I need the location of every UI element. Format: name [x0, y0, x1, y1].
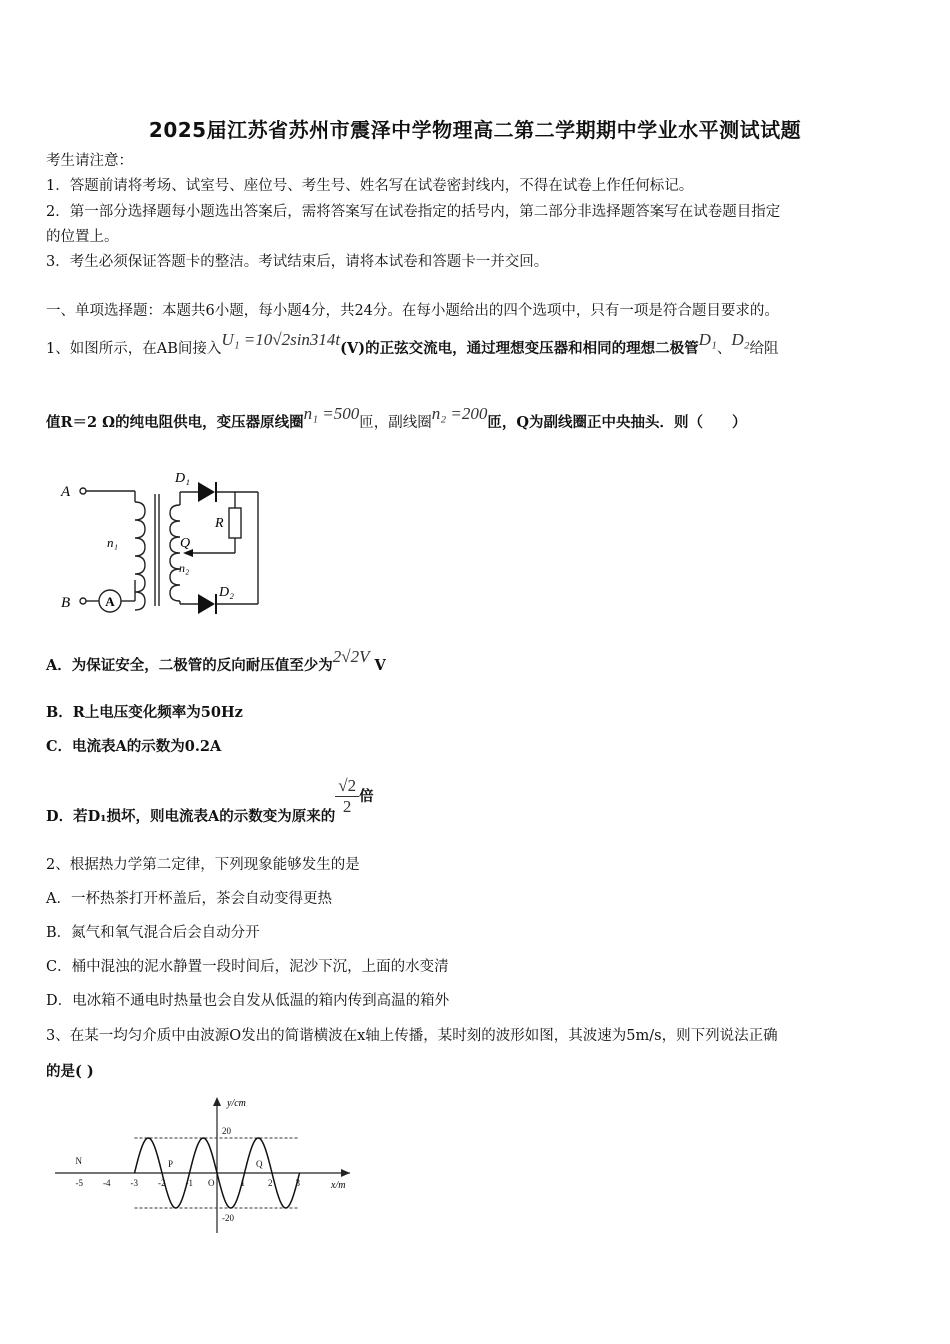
q1-option-a-formula: 2√2V — [332, 647, 370, 666]
q1-option-a — [46, 647, 386, 676]
y-tick-label: -20 — [222, 1213, 234, 1223]
circuit-label-a: A — [61, 484, 71, 500]
notice-heading: 考生请注意： — [46, 153, 133, 169]
page-title: 2025届江苏省苏州市震泽中学物理高二第二学期期中学业水平测试试题 — [148, 118, 802, 142]
q1-text-1: 1、如图所示，在AB间接入 — [46, 341, 222, 357]
q1-text-2: (V)的正弦交流电，通过理想变压器和相同的理想二极管 — [340, 340, 699, 357]
notice-item-1: 1．答题前请将考场、试室号、座位号、考生号、姓名写在试卷密封线内，不得在试卷上作任何标记。 — [46, 178, 694, 194]
q1-option-d-text: D．若D₁损坏，则电流表A的示数变为原来的 — [46, 807, 336, 825]
x-tick-label: 3 — [295, 1178, 300, 1188]
x-tick-label: 2 — [268, 1178, 273, 1188]
x-tick-label: 1 — [240, 1178, 245, 1188]
x-tick-label: -2 — [158, 1178, 166, 1188]
q2-option-c: C．桶中混浊的泥水静置一段时间后，泥沙下沉，上面的水变清 — [46, 959, 449, 975]
q1-voltage-formula: U₁ =10√2sin314t — [221, 330, 341, 349]
q1-option-c: C．电流表A的示数为0.2A — [46, 738, 222, 755]
section-heading: 一、单项选择题：本题共6小题，每小题4分，共24分。在每小题给出的四个选项中，只有一项是符合题目要求的。 — [46, 303, 779, 319]
wave-point-label: N — [75, 1156, 82, 1166]
q1-n1-formula: n₁ =500 — [303, 404, 360, 423]
fraction-numerator: √2 — [335, 776, 359, 797]
q1-option-a-unit: V — [369, 657, 386, 674]
circuit-label-d2: D₂ — [219, 585, 234, 600]
q1-text-6: 匝，Q为副线圈正中央抽头．则（ ） — [487, 414, 747, 431]
q2-stem: 2、根据热力学第二定律，下列现象能够发生的是 — [46, 857, 360, 873]
q1-text-3: 给阻 — [749, 341, 779, 357]
x-tick-label: -4 — [103, 1178, 111, 1188]
q1-d2-symbol: D₂ — [731, 330, 750, 349]
q1-option-d-fraction — [335, 776, 359, 817]
notice-item-3: 3．考生必须保证答题卡的整洁。考试结束后，请将本试卷和答题卡一并交回。 — [46, 254, 549, 270]
x-tick-label: -3 — [130, 1178, 138, 1188]
notice-item-2: 2．第一部分选择题每小题选出答案后，需将答案写在试卷指定的括号内，第二部分非选择题答案写在试卷题目指定 — [46, 204, 781, 220]
q2-option-a: A．一杯热茶打开杯盖后，茶会自动变得更热 — [46, 891, 332, 907]
q1-option-a-text: A．为保证安全，二极管的反向耐压值至少为 — [46, 657, 333, 674]
x-axis-label: x/m — [331, 1180, 346, 1191]
q1-stem-line2 — [46, 404, 747, 433]
q3-wave-chart — [55, 1093, 365, 1238]
x-tick-label: -5 — [75, 1178, 83, 1188]
circuit-label-r: R — [215, 516, 224, 531]
circuit-label-d1: D₁ — [175, 471, 190, 486]
y-axis-label: y/cm — [227, 1098, 246, 1109]
x-tick-label: -1 — [185, 1178, 193, 1188]
q3-stem-line2: 的是( ) — [46, 1063, 94, 1080]
notice-item-2-cont: 的位置上。 — [46, 229, 119, 245]
q1-option-d — [46, 776, 374, 825]
circuit-label-n1: n₁ — [107, 535, 119, 550]
y-tick-label: 20 — [222, 1126, 231, 1136]
q1-text-5: 匝，副线圈 — [359, 415, 432, 431]
q2-option-d: D．电冰箱不通电时热量也会自发从低温的箱内传到高温的箱外 — [46, 993, 450, 1009]
circuit-label-b: B — [61, 595, 71, 611]
circuit-label-n2: n₂ — [179, 561, 190, 575]
q1-n2-formula: n₂ =200 — [431, 404, 488, 423]
q1-option-b: B．R上电压变化频率为50Hz — [46, 704, 243, 721]
wave-point-label: P — [168, 1159, 174, 1169]
circuit-label-q: Q — [180, 536, 191, 551]
fraction-denominator: 2 — [342, 797, 352, 816]
q1-stem-line1 — [46, 330, 779, 359]
q2-option-b: B．氮气和氧气混合后会自动分开 — [46, 925, 260, 941]
wave-point-label: Q — [256, 1159, 263, 1169]
q1-d1-symbol: D₁ — [698, 330, 717, 349]
ammeter-icon: A — [105, 594, 115, 609]
q1-separator: 、 — [716, 341, 732, 357]
q1-option-d-suffix: 倍 — [359, 787, 374, 805]
q1-text-4: 值R＝2 Ω的纯电阻供电，变压器原线圈 — [46, 414, 304, 431]
x-tick-label: O — [208, 1178, 215, 1188]
q1-circuit-diagram — [55, 460, 275, 620]
q3-stem-line1: 3、在某一均匀介质中由波源O发出的简谐横波在x轴上传播，某时刻的波形如图，其波速为5m/s，则下列说法正确 — [46, 1028, 778, 1044]
